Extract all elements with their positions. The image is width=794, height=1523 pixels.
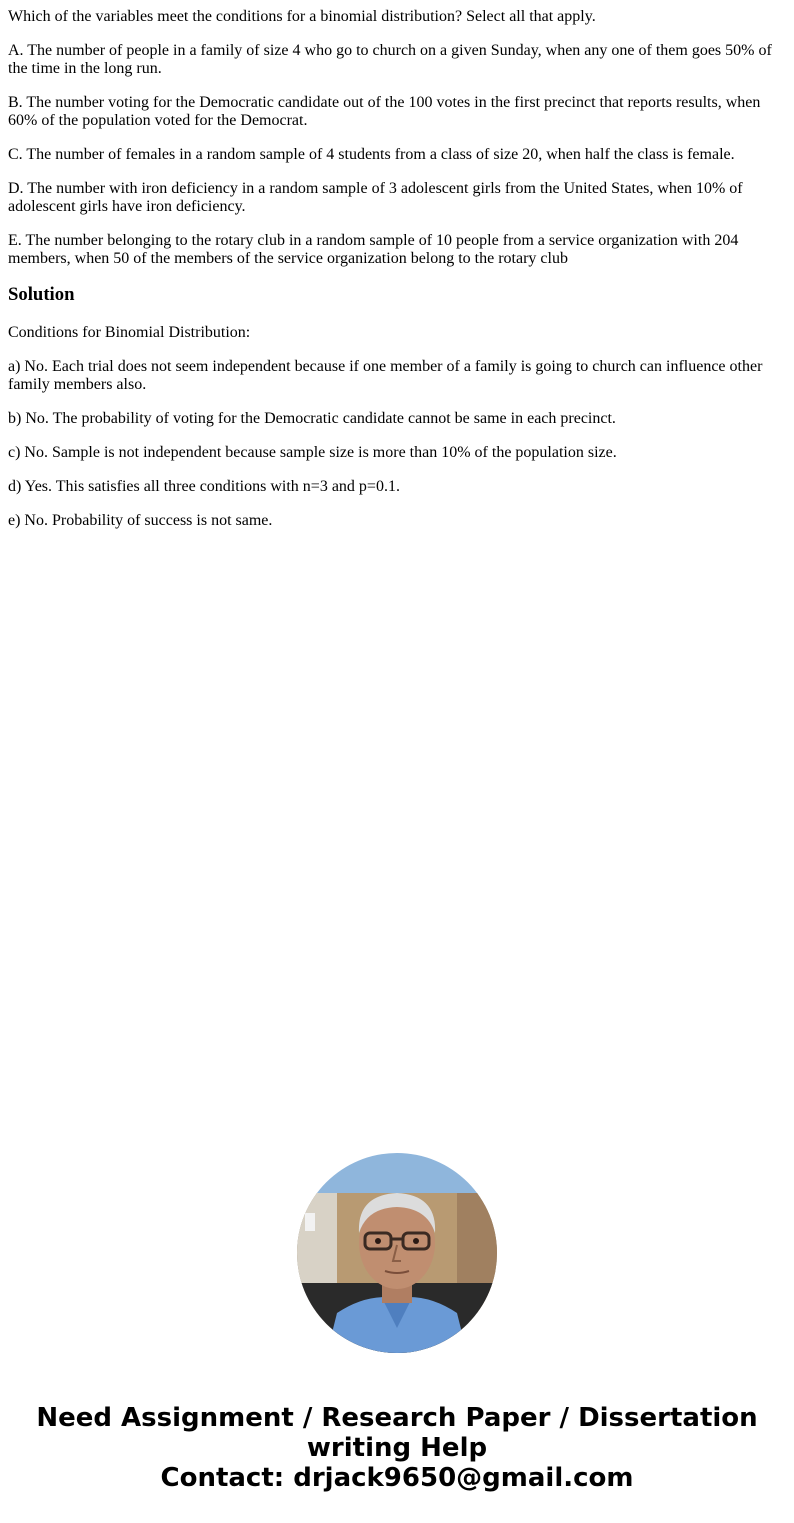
promo-line-2: writing Help bbox=[306, 1433, 488, 1463]
tutor-avatar bbox=[297, 1153, 497, 1353]
answer-a: a) No. Each trial does not seem independent because if one member of a family is going to church can influence other family members also. bbox=[8, 358, 763, 393]
promo-line-1: Need Assignment / Research Paper / Dissertation bbox=[36, 1403, 758, 1433]
answer-d: d) Yes. This satisfies all three conditions with n=3 and p=0.1. bbox=[8, 478, 400, 495]
answer-c: c) No. Sample is not independent because sample size is more than 10% of the population size. bbox=[8, 444, 617, 461]
solution-intro: Conditions for Binomial Distribution: bbox=[8, 324, 251, 341]
option-e: E. The number belonging to the rotary club in a random sample of 10 people from a service organization with 204 members, when 50 of the members of the service organization belong to the rotary club bbox=[8, 232, 739, 267]
option-a: A. The number of people in a family of size 4 who go to church on a given Sunday, when any one of them goes 50% of the time in the long run. bbox=[8, 42, 772, 77]
document-content bbox=[8, 8, 786, 546]
option-d: D. The number with iron deficiency in a random sample of 3 adolescent girls from the United States, when 10% of adolescent girls have iron deficiency. bbox=[8, 180, 743, 215]
promo-contact: Contact: drjack9650@gmail.com bbox=[160, 1463, 634, 1493]
answer-e: e) No. Probability of success is not same. bbox=[8, 512, 273, 529]
answer-b: b) No. The probability of voting for the Democratic candidate cannot be same in each precinct. bbox=[8, 410, 616, 427]
promo-banner bbox=[0, 1403, 794, 1493]
option-b: B. The number voting for the Democratic candidate out of the 100 votes in the first precinct that reports results, when 60% of the population voted for the Democrat. bbox=[8, 94, 761, 129]
solution-heading: Solution bbox=[8, 284, 75, 305]
question-prompt: Which of the variables meet the conditions for a binomial distribution? Select all that apply. bbox=[8, 8, 596, 25]
option-c: C. The number of females in a random sample of 4 students from a class of size 20, when half the class is female. bbox=[8, 146, 735, 163]
